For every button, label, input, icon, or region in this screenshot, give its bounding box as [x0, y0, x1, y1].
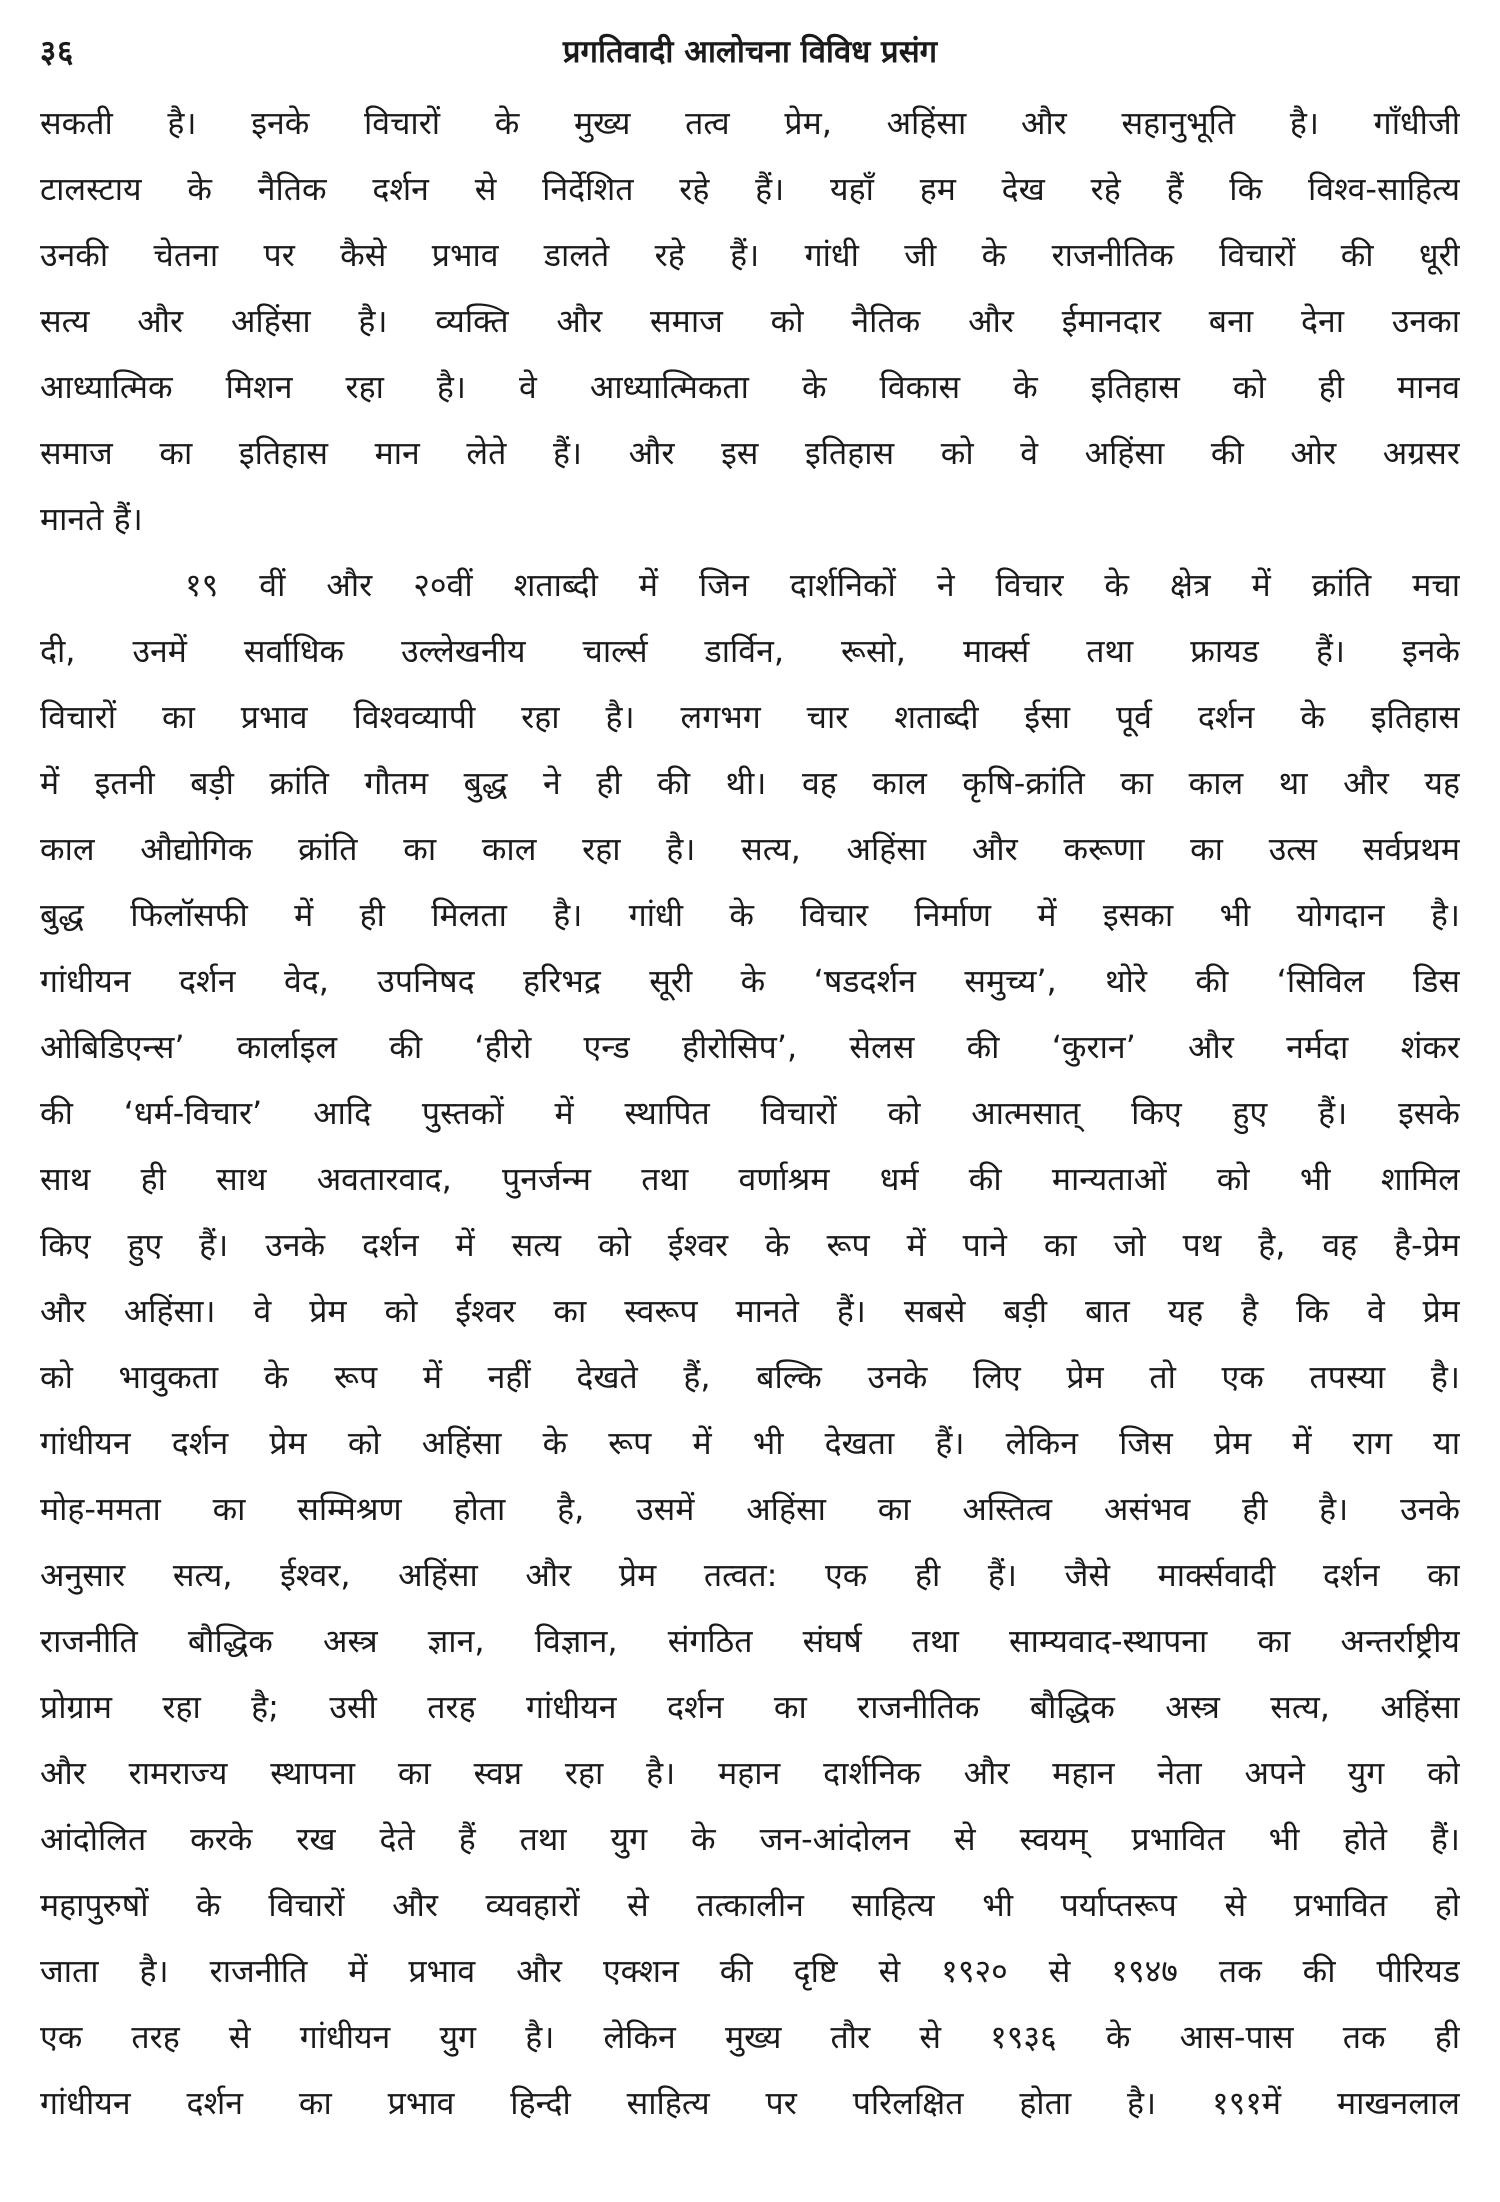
- page-header: [40, 28, 1460, 74]
- text-line: अनुसार सत्य, ईश्वर, अहिंसा और प्रेम तत्वत: एक ही हैं। जैसे मार्क्सवादी दर्शन का: [40, 1556, 1460, 1594]
- text-line: आध्यात्मिक मिशन रहा है। वे आध्यात्मिकता के विकास के इतिहास को ही मानव: [40, 368, 1460, 406]
- text-line: काल औद्योगिक क्रांति का काल रहा है। सत्य, अहिंसा और करूणा का उत्स सर्वप्रथम: [40, 830, 1460, 868]
- text-line: समाज का इतिहास मान लेते हैं। और इस इतिहास को वे अहिंसा की ओर अग्रसर: [40, 434, 1460, 472]
- text-line: की ‘धर्म-विचार’ आदि पुस्तकों में स्थापित विचारों को आत्मसात् किए हुए हैं। इसके: [40, 1094, 1460, 1132]
- text-line: गांधीयन दर्शन का प्रभाव हिन्दी साहित्य पर परिलक्षित होता है। १९१में माखनलाल: [40, 2084, 1460, 2122]
- text-line: एक तरह से गांधीयन युग है। लेकिन मुख्य तौर से १९३६ के आस-पास तक ही: [40, 2018, 1460, 2056]
- text-line: विचारों का प्रभाव विश्वव्यापी रहा है। लगभग चार शताब्दी ईसा पूर्व दर्शन के इतिहास: [40, 698, 1460, 736]
- text-line: टालस्टाय के नैतिक दर्शन से निर्देशित रहे हैं। यहाँ हम देख रहे हैं कि विश्व-साहित्य: [40, 170, 1460, 208]
- text-line: जाता है। राजनीति में प्रभाव और एक्शन की दृष्टि से १९२० से १९४७ तक की पीरियड: [40, 1952, 1460, 1990]
- book-page: [40, 28, 1460, 2122]
- body-text: [40, 90, 1460, 2202]
- text-line: आंदोलित करके रख देते हैं तथा युग के जन-आंदोलन से स्वयम् प्रभावित भी होते हैं।: [40, 1820, 1460, 1858]
- text-line: उनकी चेतना पर कैसे प्रभाव डालते रहे हैं। गांधी जी के राजनीतिक विचारों की धूरी: [40, 236, 1460, 274]
- paragraph-1: [40, 90, 1460, 552]
- text-line: बुद्ध फिलॉसफी में ही मिलता है। गांधी के विचार निर्माण में इसका भी योगदान है।: [40, 896, 1460, 934]
- text-line: गांधीयन दर्शन प्रेम को अहिंसा के रूप में भी देखता हैं। लेकिन जिस प्रेम में राग या: [40, 1424, 1460, 1462]
- text-line: और रामराज्य स्थापना का स्वप्न रहा है। महान दार्शनिक और महान नेता अपने युग को: [40, 1754, 1460, 1792]
- text-line: में इतनी बड़ी क्रांति गौतम बुद्ध ने ही की थी। वह काल कृषि-क्रांति का काल था और यह: [40, 764, 1460, 802]
- text-line: साथ ही साथ अवतारवाद, पुनर्जन्म तथा वर्णाश्रम धर्म की मान्यताओं को भी शामिल: [40, 1160, 1460, 1198]
- text-line: और अहिंसा। वे प्रेम को ईश्वर का स्वरूप मानते हैं। सबसे बड़ी बात यह है कि वे प्रेम: [40, 1292, 1460, 1330]
- text-line: सत्य और अहिंसा है। व्यक्ति और समाज को नैतिक और ईमानदार बना देना उनका: [40, 302, 1460, 340]
- text-line: १९ वीं और २०वीं शताब्दी में जिन दार्शनिकों ने विचार के क्षेत्र में क्रांति मचा: [185, 566, 1460, 604]
- text-line: ओबिडिएन्स’ कार्लाइल की ‘हीरो एन्ड हीरोसिप’, सेलस की ‘कुरान’ और नर्मदा शंकर: [40, 1028, 1460, 1066]
- text-line: मानते हैं।: [40, 500, 143, 538]
- paragraph-2: [40, 552, 1460, 2202]
- text-line: सकती है। इनके विचारों के मुख्य तत्व प्रेम, अहिंसा और सहानुभूति है। गाँधीजी: [40, 104, 1460, 142]
- text-line: प्रोग्राम रहा है; उसी तरह गांधीयन दर्शन का राजनीतिक बौद्धिक अस्त्र सत्य, अहिंसा: [40, 1688, 1460, 1726]
- text-line: [40, 2136, 1460, 2202]
- text-line: राजनीति बौद्धिक अस्त्र ज्ञान, विज्ञान, संगठित संघर्ष तथा साम्यवाद-स्थापना का अन्तर्राष्ट्रीय: [40, 1622, 1460, 1660]
- text-line: दी, उनमें सर्वाधिक उल्लेखनीय चार्ल्स डार्विन, रूसो, मार्क्स तथा फ्रायड हैं। इनके: [40, 632, 1460, 670]
- text-line: महापुरुषों के विचारों और व्यवहारों से तत्कालीन साहित्य भी पर्याप्तरूप से प्रभावित हो: [40, 1886, 1460, 1924]
- text-line: मोह-ममता का सम्मिश्रण होता है, उसमें अहिंसा का अस्तित्व असंभव ही है। उनके: [40, 1490, 1460, 1528]
- text-line: गांधीयन दर्शन वेद, उपनिषद हरिभद्र सूरी के ‘षडदर्शन समुच्य’, थोरे की ‘सिविल डिस: [40, 962, 1460, 1000]
- running-title: प्रगतिवादी आलोचना विविध प्रसंग: [562, 34, 938, 70]
- text-line: को भावुकता के रूप में नहीं देखते हैं, बल्कि उनके लिए प्रेम तो एक तपस्या है।: [40, 1358, 1460, 1396]
- page-number: ३६: [40, 34, 75, 70]
- text-line: किए हुए हैं। उनके दर्शन में सत्य को ईश्वर के रूप में पाने का जो पथ है, वह है-प्रेम: [40, 1226, 1460, 1264]
